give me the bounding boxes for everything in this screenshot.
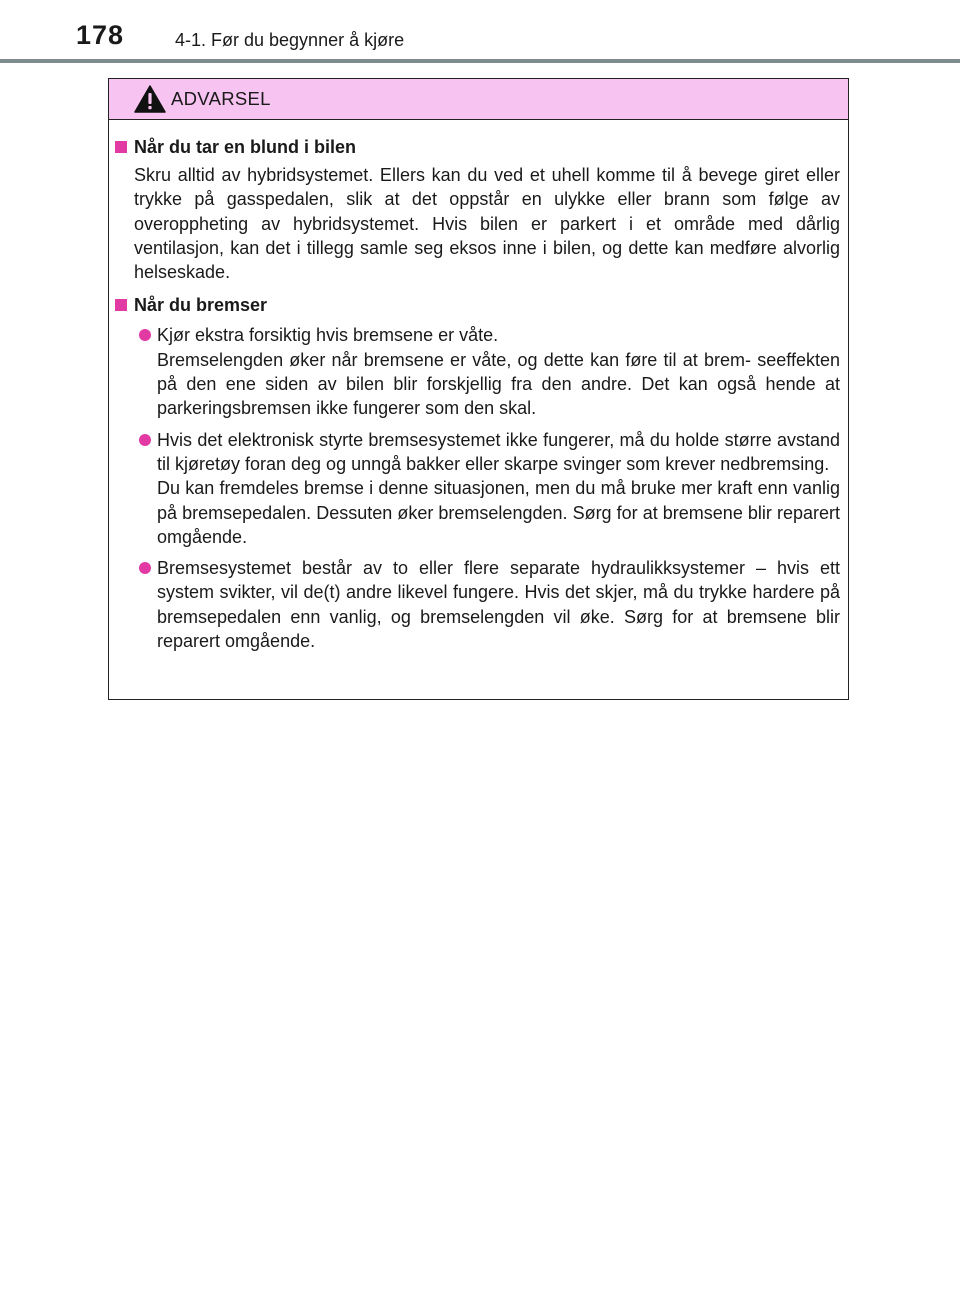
bullet-text: Kjør ekstra forsiktig hvis bremsene er våte. [157,325,499,346]
warning-section-braking [114,292,840,653]
warning-body [109,120,848,653]
section-heading-text: Når du bremser [134,295,268,316]
warning-section-nap [114,134,840,284]
list-item [114,323,840,420]
bullet-text: Hvis det elektronisk styrte bremsesystemet ikke fungerer, må du holde større avstand til kjøretøy foran deg og unngå bakker eller skarpe svinger som krever nedbremsing. [157,429,840,474]
bullet-text: Bremselengden øker når bremsene er våte, og dette kan føre til at brem- seeffekten på den ene siden av bilen blir forskjellig fra den andre. Det kan også hende at parkeringsbremsen ikke fungerer som den skal. [157,349,840,419]
square-bullet-icon [115,141,127,153]
warning-title: ADVARSEL [171,88,271,109]
page-number: 178 [76,20,125,50]
bullet-text: Bremsesystemet består av to eller flere separate hydraulikksystemer – hvis ett system svikter, vil de(t) andre likevel fungere. Hvis det skjer, må du trykke hardere på bremsepedalen enn vanlig, og bremselengden vil øke. Sørg for at bremsene blir reparert omgående. [157,558,840,652]
warning-box [108,78,849,700]
bullet-text: Du kan fremdeles bremse i denne situasjonen, men du må bruke mer kraft enn vanlig på bremsepedalen. Dessuten øker bremselengden. Sørg for at bremsene blir reparert omgående. [157,478,840,547]
section-paragraph: Skru alltid av hybridsystemet. Ellers kan du ved et uhell komme til å bevege giret eller trykke på gasspedalen, slik at det oppstår en ulykke eller brann som følge av overoppheting av hybridsystemet. Hvis bilen er parkert i et område med dårlig ventilasjon, kan det i tillegg samle seg eksos inne i bilen, og dette kan medføre alvorlig helseskade. [134,165,840,283]
round-bullet-icon [139,562,151,574]
square-bullet-icon [115,299,127,311]
page-header [0,0,960,60]
section-heading [114,134,840,160]
warning-triangle-icon [134,85,166,113]
section-heading [114,292,840,318]
section-title: 4-1. Før du begynner å kjøre [175,30,405,50]
list-item [114,428,840,549]
round-bullet-icon [139,434,151,446]
list-item [114,556,840,653]
section-heading-text: Når du tar en blund i bilen [134,137,357,157]
warning-header [109,79,848,120]
round-bullet-icon [139,329,151,341]
header-divider [0,59,960,63]
